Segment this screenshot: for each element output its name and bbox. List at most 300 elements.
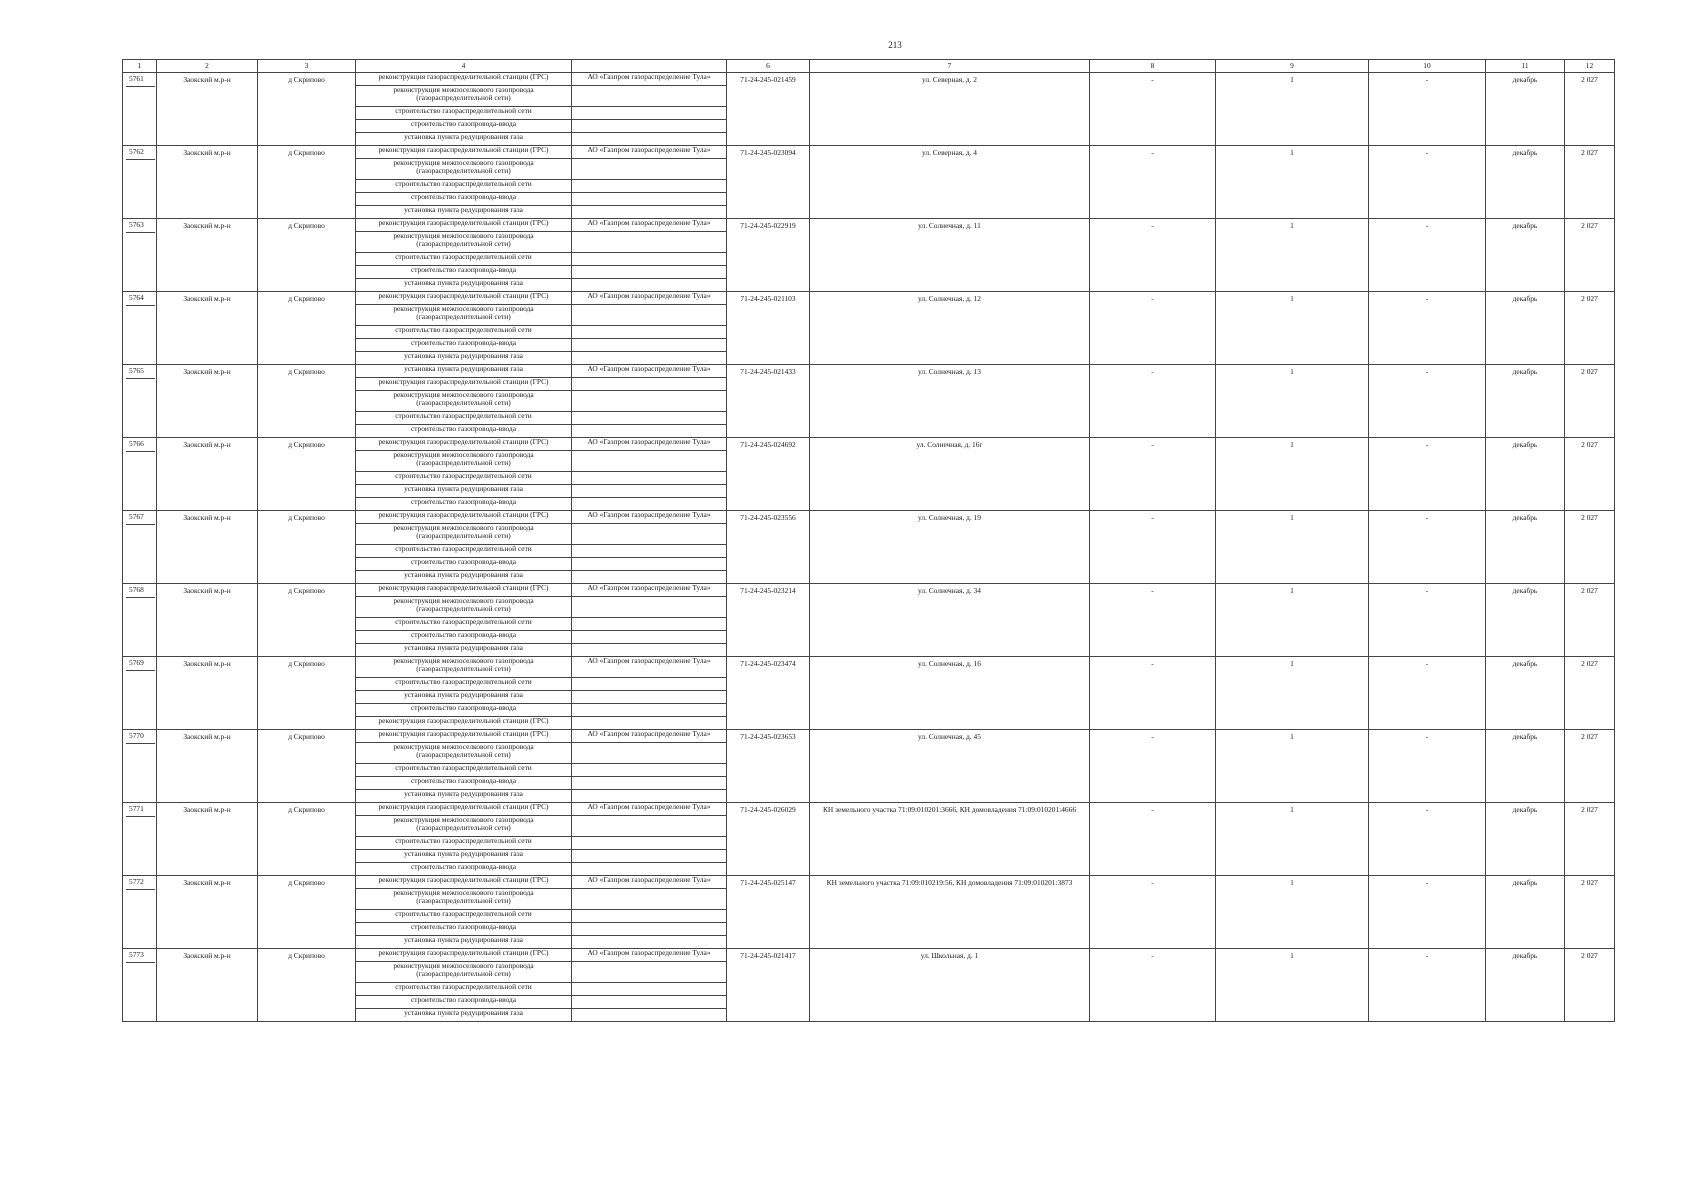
row-number <box>123 73 157 146</box>
table-row <box>123 511 1615 524</box>
work-cell: строительство газораспределительной сети <box>356 253 572 266</box>
org-cell-empty <box>572 996 727 1009</box>
work-cell: строительство газопровода-ввода <box>356 193 572 206</box>
col-header <box>572 60 727 73</box>
org-cell-empty <box>572 391 727 412</box>
work-cell: строительство газораспределительной сети <box>356 545 572 558</box>
settlement-cell-text: д Скрипово <box>288 878 325 887</box>
col8-cell <box>1090 438 1216 511</box>
work-cell: строительство газораспределительной сети <box>356 983 572 996</box>
district-cell-text: Заокский м.р-н <box>183 659 231 668</box>
col9-cell-text: 1 <box>1290 367 1294 376</box>
header-row <box>123 60 1615 73</box>
work-cell: реконструкция межпоселкового газопровода (газораспределительной сети) <box>356 232 572 253</box>
org-cell-empty <box>572 180 727 193</box>
table-row <box>123 365 1615 378</box>
code-cell <box>727 949 810 1022</box>
col8-cell <box>1090 219 1216 292</box>
row-number <box>123 730 157 803</box>
address-cell <box>810 657 1090 730</box>
year-cell <box>1565 584 1615 657</box>
table-row <box>123 146 1615 159</box>
district-cell-text: Заокский м.р-н <box>183 513 231 522</box>
table-row <box>123 292 1615 305</box>
org-cell-empty <box>572 193 727 206</box>
org-cell-empty <box>572 983 727 996</box>
month-cell-text: декабрь <box>1512 440 1538 449</box>
org-cell-empty <box>572 133 727 146</box>
year-cell-text: 2 027 <box>1581 221 1598 230</box>
month-cell-text: декабрь <box>1512 221 1538 230</box>
district-cell-text: Заокский м.р-н <box>183 148 231 157</box>
col9-cell <box>1216 949 1369 1022</box>
col8-cell <box>1090 73 1216 146</box>
work-cell: строительство газопровода-ввода <box>356 339 572 352</box>
year-cell <box>1565 730 1615 803</box>
address-cell-text: ул. Школьная, д. 1 <box>920 951 979 960</box>
code-cell <box>727 730 810 803</box>
month-cell <box>1486 365 1565 438</box>
address-cell <box>810 730 1090 803</box>
row-number-text: 5765 <box>126 365 155 379</box>
work-cell: строительство газораспределительной сети <box>356 837 572 850</box>
work-cell: установка пункта редуцирования газа <box>356 206 572 219</box>
row-number <box>123 657 157 730</box>
col-header: 8 <box>1090 60 1216 73</box>
settlement-cell <box>258 219 356 292</box>
table-row <box>123 657 1615 678</box>
work-cell: установка пункта редуцирования газа <box>356 644 572 657</box>
row-number <box>123 146 157 219</box>
address-cell <box>810 292 1090 365</box>
address-cell-text: ул. Солнечная, д. 11 <box>918 221 981 230</box>
org-cell-empty <box>572 266 727 279</box>
org-cell-empty <box>572 631 727 644</box>
settlement-cell-text: д Скрипово <box>288 440 325 449</box>
work-cell: строительство газопровода-ввода <box>356 498 572 511</box>
register-table <box>122 59 1615 1022</box>
org-cell-empty <box>572 1009 727 1022</box>
work-cell: установка пункта редуцирования газа <box>356 1009 572 1022</box>
district-cell <box>157 876 258 949</box>
settlement-cell-text: д Скрипово <box>288 951 325 960</box>
work-cell: реконструкция межпоселкового газопровода (газораспределительной сети) <box>356 962 572 983</box>
col8-cell-text: - <box>1151 732 1154 741</box>
row-number-text: 5762 <box>126 146 155 160</box>
code-cell-text: 71-24-245-021417 <box>740 951 796 960</box>
work-cell: установка пункта редуцирования газа <box>356 365 572 378</box>
year-cell <box>1565 73 1615 146</box>
org-cell-empty <box>572 889 727 910</box>
col8-cell <box>1090 657 1216 730</box>
settlement-cell <box>258 365 356 438</box>
table-body <box>123 73 1615 1022</box>
code-cell-text: 71-24-245-021103 <box>740 294 796 303</box>
address-cell <box>810 73 1090 146</box>
district-cell-text: Заокский м.р-н <box>183 221 231 230</box>
row-number-text: 5763 <box>126 219 155 233</box>
col8-cell-text: - <box>1151 75 1154 84</box>
year-cell <box>1565 949 1615 1022</box>
col9-cell-text: 1 <box>1290 148 1294 157</box>
year-cell <box>1565 292 1615 365</box>
org-cell: АО «Газпром газораспределение Тула» <box>572 657 727 678</box>
row-number <box>123 584 157 657</box>
col8-cell-text: - <box>1151 951 1154 960</box>
col10-cell <box>1369 511 1486 584</box>
org-cell: АО «Газпром газораспределение Тула» <box>572 146 727 159</box>
district-cell <box>157 511 258 584</box>
row-number-text: 5773 <box>126 949 155 963</box>
org-cell-empty <box>572 86 727 107</box>
org-cell: АО «Газпром газораспределение Тула» <box>572 876 727 889</box>
year-cell <box>1565 219 1615 292</box>
settlement-cell <box>258 438 356 511</box>
col-header: 7 <box>810 60 1090 73</box>
col-header: 6 <box>727 60 810 73</box>
work-cell: строительство газораспределительной сети <box>356 618 572 631</box>
year-cell-text: 2 027 <box>1581 513 1598 522</box>
org-cell: АО «Газпром газораспределение Тула» <box>572 511 727 524</box>
col8-cell <box>1090 365 1216 438</box>
col8-cell <box>1090 146 1216 219</box>
table-row <box>123 949 1615 962</box>
month-cell <box>1486 146 1565 219</box>
table-row <box>123 876 1615 889</box>
month-cell <box>1486 803 1565 876</box>
work-cell: реконструкция межпоселкового газопровода (газораспределительной сети) <box>356 657 572 678</box>
org-cell-empty <box>572 743 727 764</box>
address-cell <box>810 511 1090 584</box>
work-cell: строительство газопровода-ввода <box>356 996 572 1009</box>
district-cell-text: Заокский м.р-н <box>183 367 231 376</box>
year-cell-text: 2 027 <box>1581 732 1598 741</box>
org-cell-empty <box>572 923 727 936</box>
org-cell-empty <box>572 107 727 120</box>
col10-cell-text: - <box>1425 513 1429 522</box>
org-cell: АО «Газпром газораспределение Тула» <box>572 292 727 305</box>
settlement-cell <box>258 949 356 1022</box>
work-cell: реконструкция газораспределительной станции (ГРС) <box>356 730 572 743</box>
row-number-text: 5770 <box>126 730 155 744</box>
col9-cell <box>1216 365 1369 438</box>
org-cell-empty <box>572 524 727 545</box>
month-cell-text: декабрь <box>1512 367 1538 376</box>
col9-cell <box>1216 876 1369 949</box>
col9-cell-text: 1 <box>1290 440 1294 449</box>
code-cell-text: 71-24-245-021459 <box>740 75 796 84</box>
work-cell: реконструкция межпоселкового газопровода (газораспределительной сети) <box>356 889 572 910</box>
row-number <box>123 219 157 292</box>
col8-cell-text: - <box>1151 586 1154 595</box>
work-cell: реконструкция газораспределительной станции (ГРС) <box>356 511 572 524</box>
month-cell <box>1486 657 1565 730</box>
year-cell <box>1565 365 1615 438</box>
work-cell: реконструкция газораспределительной станции (ГРС) <box>356 803 572 816</box>
work-cell: строительство газопровода-ввода <box>356 923 572 936</box>
work-cell: строительство газораспределительной сети <box>356 678 572 691</box>
col-header: 10 <box>1369 60 1486 73</box>
code-cell-text: 71-24-245-022919 <box>740 221 796 230</box>
code-cell <box>727 803 810 876</box>
month-cell <box>1486 292 1565 365</box>
year-cell-text: 2 027 <box>1581 148 1598 157</box>
month-cell <box>1486 584 1565 657</box>
district-cell-text: Заокский м.р-н <box>183 951 231 960</box>
work-cell: реконструкция газораспределительной станции (ГРС) <box>356 219 572 232</box>
year-cell <box>1565 657 1615 730</box>
code-cell <box>727 876 810 949</box>
row-number-text: 5771 <box>126 803 155 817</box>
district-cell <box>157 730 258 803</box>
org-cell-empty <box>572 837 727 850</box>
district-cell-text: Заокский м.р-н <box>183 805 231 814</box>
work-cell: реконструкция межпоселкового газопровода (газораспределительной сети) <box>356 743 572 764</box>
settlement-cell <box>258 73 356 146</box>
month-cell-text: декабрь <box>1512 294 1538 303</box>
address-cell <box>810 803 1090 876</box>
year-cell <box>1565 438 1615 511</box>
district-cell <box>157 146 258 219</box>
work-cell: строительство газопровода-ввода <box>356 558 572 571</box>
org-cell-empty <box>572 159 727 180</box>
col-header: 2 <box>157 60 258 73</box>
org-cell-empty <box>572 691 727 704</box>
month-cell-text: декабрь <box>1512 805 1538 814</box>
work-cell: реконструкция газораспределительной станции (ГРС) <box>356 949 572 962</box>
code-cell <box>727 73 810 146</box>
year-cell <box>1565 876 1615 949</box>
org-cell-empty <box>572 206 727 219</box>
code-cell <box>727 511 810 584</box>
org-cell-empty <box>572 717 727 730</box>
org-cell: АО «Газпром газораспределение Тула» <box>572 219 727 232</box>
year-cell <box>1565 511 1615 584</box>
org-cell-empty <box>572 618 727 631</box>
district-cell <box>157 438 258 511</box>
page-number: 213 <box>888 40 902 50</box>
work-cell: реконструкция газораспределительной станции (ГРС) <box>356 146 572 159</box>
col9-cell <box>1216 584 1369 657</box>
settlement-cell-text: д Скрипово <box>288 586 325 595</box>
work-cell: установка пункта редуцирования газа <box>356 279 572 292</box>
district-cell <box>157 584 258 657</box>
address-cell-text: ул. Северная, д. 2 <box>922 75 977 84</box>
address-cell-text: ул. Солнечная, д. 13 <box>918 367 981 376</box>
col10-cell-text: - <box>1425 659 1429 668</box>
col9-cell-text: 1 <box>1290 294 1294 303</box>
col10-cell-text: - <box>1425 878 1429 887</box>
col9-cell <box>1216 219 1369 292</box>
district-cell <box>157 949 258 1022</box>
org-cell-empty <box>572 378 727 391</box>
col9-cell-text: 1 <box>1290 878 1294 887</box>
col10-cell <box>1369 219 1486 292</box>
col10-cell-text: - <box>1425 951 1429 960</box>
table-row <box>123 584 1615 597</box>
org-cell-empty <box>572 777 727 790</box>
settlement-cell <box>258 584 356 657</box>
org-cell-empty <box>572 305 727 326</box>
col8-cell <box>1090 730 1216 803</box>
org-cell-empty <box>572 498 727 511</box>
code-cell-text: 71-24-245-025147 <box>740 878 796 887</box>
code-cell-text: 71-24-245-023556 <box>740 513 796 522</box>
col8-cell-text: - <box>1151 294 1154 303</box>
work-cell: реконструкция газораспределительной станции (ГРС) <box>356 438 572 451</box>
month-cell-text: декабрь <box>1512 659 1538 668</box>
work-cell: строительство газораспределительной сети <box>356 412 572 425</box>
org-cell-empty <box>572 339 727 352</box>
address-cell-text: ул. Солнечная, д. 16г <box>916 440 983 449</box>
work-cell: строительство газопровода-ввода <box>356 631 572 644</box>
settlement-cell <box>258 803 356 876</box>
district-cell <box>157 365 258 438</box>
work-cell: реконструкция газораспределительной станции (ГРС) <box>356 876 572 889</box>
table-row <box>123 730 1615 743</box>
org-cell: АО «Газпром газораспределение Тула» <box>572 803 727 816</box>
row-number <box>123 803 157 876</box>
org-cell-empty <box>572 571 727 584</box>
year-cell-text: 2 027 <box>1581 440 1598 449</box>
month-cell <box>1486 219 1565 292</box>
table-row <box>123 73 1615 86</box>
org-cell-empty <box>572 120 727 133</box>
org-cell-empty <box>572 644 727 657</box>
col9-cell <box>1216 73 1369 146</box>
month-cell-text: декабрь <box>1512 732 1538 741</box>
org-cell-empty <box>572 816 727 837</box>
work-cell: реконструкция межпоселкового газопровода (газораспределительной сети) <box>356 597 572 618</box>
year-cell <box>1565 146 1615 219</box>
org-cell-empty <box>572 425 727 438</box>
work-cell: реконструкция межпоселкового газопровода (газораспределительной сети) <box>356 391 572 412</box>
address-cell-text: ул. Солнечная, д. 45 <box>918 732 981 741</box>
work-cell: строительство газопровода-ввода <box>356 120 572 133</box>
settlement-cell <box>258 292 356 365</box>
work-cell: реконструкция межпоселкового газопровода (газораспределительной сети) <box>356 451 572 472</box>
col9-cell-text: 1 <box>1290 75 1294 84</box>
address-cell <box>810 219 1090 292</box>
settlement-cell <box>258 146 356 219</box>
col9-cell-text: 1 <box>1290 586 1294 595</box>
col10-cell-text: - <box>1425 732 1429 741</box>
work-cell: строительство газораспределительной сети <box>356 764 572 777</box>
org-cell-empty <box>572 910 727 923</box>
district-cell <box>157 657 258 730</box>
settlement-cell-text: д Скрипово <box>288 805 325 814</box>
month-cell-text: декабрь <box>1512 586 1538 595</box>
district-cell <box>157 803 258 876</box>
row-number <box>123 511 157 584</box>
col10-cell <box>1369 803 1486 876</box>
org-cell-empty <box>572 279 727 292</box>
org-cell: АО «Газпром газораспределение Тула» <box>572 438 727 451</box>
col10-cell-text: - <box>1425 75 1429 84</box>
code-cell <box>727 438 810 511</box>
work-cell: реконструкция газораспределительной станции (ГРС) <box>356 717 572 730</box>
col10-cell <box>1369 657 1486 730</box>
org-cell: АО «Газпром газораспределение Тула» <box>572 730 727 743</box>
org-cell-empty <box>572 850 727 863</box>
col10-cell <box>1369 876 1486 949</box>
code-cell <box>727 292 810 365</box>
col8-cell-text: - <box>1151 878 1154 887</box>
month-cell <box>1486 73 1565 146</box>
table-row <box>123 438 1615 451</box>
col8-cell <box>1090 803 1216 876</box>
col8-cell-text: - <box>1151 805 1154 814</box>
org-cell-empty <box>572 790 727 803</box>
col8-cell-text: - <box>1151 221 1154 230</box>
col9-cell <box>1216 803 1369 876</box>
org-cell-empty <box>572 352 727 365</box>
col9-cell <box>1216 292 1369 365</box>
org-cell-empty <box>572 232 727 253</box>
col10-cell-text: - <box>1425 367 1429 376</box>
work-cell: реконструкция газораспределительной станции (ГРС) <box>356 378 572 391</box>
row-number <box>123 438 157 511</box>
col9-cell <box>1216 438 1369 511</box>
district-cell-text: Заокский м.р-н <box>183 732 231 741</box>
code-cell <box>727 584 810 657</box>
year-cell-text: 2 027 <box>1581 367 1598 376</box>
work-cell: строительство газопровода-ввода <box>356 425 572 438</box>
work-cell: строительство газопровода-ввода <box>356 863 572 876</box>
org-cell-empty <box>572 704 727 717</box>
col-header: 4 <box>356 60 572 73</box>
org-cell-empty <box>572 451 727 472</box>
col8-cell <box>1090 292 1216 365</box>
work-cell: строительство газораспределительной сети <box>356 472 572 485</box>
row-number-text: 5766 <box>126 438 155 452</box>
year-cell-text: 2 027 <box>1581 878 1598 887</box>
address-cell <box>810 876 1090 949</box>
org-cell-empty <box>572 863 727 876</box>
row-number <box>123 292 157 365</box>
code-cell-text: 71-24-245-026029 <box>740 805 796 814</box>
work-cell: строительство газопровода-ввода <box>356 704 572 717</box>
col10-cell <box>1369 438 1486 511</box>
address-cell-text: КН земельного участка 71:09:010219:56, КН домовладения 71:09:010201:3873 <box>826 878 1073 887</box>
district-cell-text: Заокский м.р-н <box>183 586 231 595</box>
work-cell: строительство газораспределительной сети <box>356 326 572 339</box>
col9-cell-text: 1 <box>1290 805 1294 814</box>
row-number-text: 5761 <box>126 73 155 87</box>
month-cell-text: декабрь <box>1512 878 1538 887</box>
work-cell: реконструкция межпоселкового газопровода (газораспределительной сети) <box>356 86 572 107</box>
col10-cell <box>1369 730 1486 803</box>
col8-cell-text: - <box>1151 148 1154 157</box>
col-header: 1 <box>123 60 157 73</box>
settlement-cell <box>258 511 356 584</box>
row-number-text: 5768 <box>126 584 155 598</box>
code-cell-text: 71-24-245-023214 <box>740 586 796 595</box>
district-cell <box>157 219 258 292</box>
col8-cell-text: - <box>1151 440 1154 449</box>
work-cell: строительство газораспределительной сети <box>356 180 572 193</box>
code-cell-text: 71-24-245-021433 <box>740 367 796 376</box>
month-cell-text: декабрь <box>1512 75 1538 84</box>
col10-cell-text: - <box>1425 586 1429 595</box>
col9-cell <box>1216 730 1369 803</box>
col10-cell-text: - <box>1425 148 1429 157</box>
code-cell <box>727 219 810 292</box>
col9-cell-text: 1 <box>1290 659 1294 668</box>
district-cell <box>157 73 258 146</box>
year-cell-text: 2 027 <box>1581 586 1598 595</box>
col8-cell <box>1090 876 1216 949</box>
